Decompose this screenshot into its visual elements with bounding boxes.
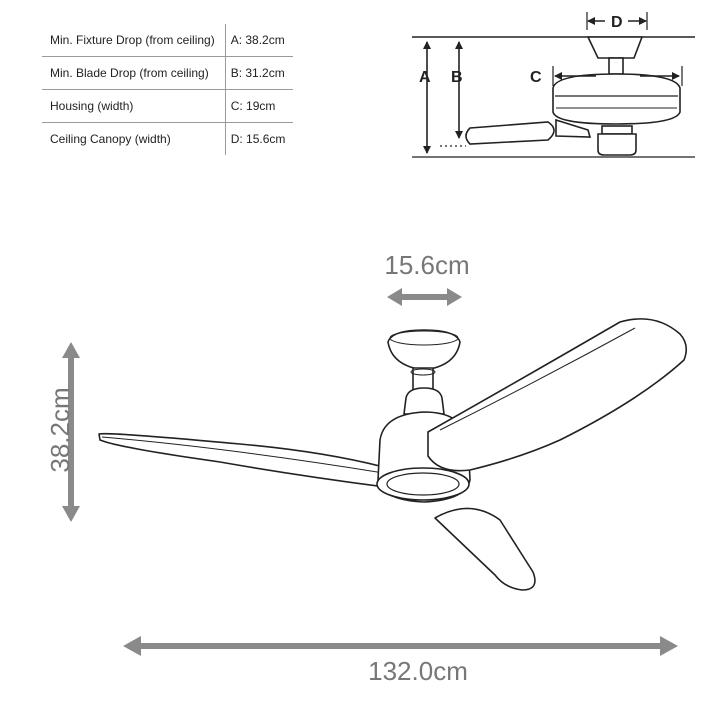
span-arrow <box>123 636 678 656</box>
fan-span-label: 132.0cm <box>368 656 468 686</box>
fan-canopy <box>388 330 460 370</box>
fan-blade-right <box>428 319 686 471</box>
fan-illustration <box>99 319 686 590</box>
label-a: A <box>419 69 431 86</box>
spec-label: Ceiling Canopy (width) <box>42 123 225 156</box>
schematic-housing <box>553 74 680 124</box>
label-c: C <box>530 69 542 86</box>
spec-value: D: 15.6cm <box>225 123 293 156</box>
fan-motor-collar <box>404 388 444 414</box>
label-b: B <box>451 69 463 86</box>
spec-value: B: 31.2cm <box>225 57 293 90</box>
spec-label: Min. Fixture Drop (from ceiling) <box>50 33 215 47</box>
spec-value: A: 38.2cm <box>225 24 293 57</box>
spec-value: C: 19cm <box>225 90 293 123</box>
canopy-width-arrow <box>387 288 462 306</box>
spec-label: Housing (width) <box>42 90 225 123</box>
spec-label: Min. Blade Drop (from ceiling) <box>42 57 225 90</box>
label-d: D <box>611 14 623 31</box>
canopy-width-label: 15.6cm <box>384 250 470 280</box>
schematic-blade <box>466 122 554 144</box>
schematic-downrod <box>609 58 623 74</box>
fan-blade-left <box>99 434 395 488</box>
fan-blade-lower <box>435 508 535 590</box>
height-label: 38.2cm <box>44 387 75 473</box>
schematic-canopy <box>588 37 642 58</box>
schematic-light-kit <box>598 134 636 155</box>
